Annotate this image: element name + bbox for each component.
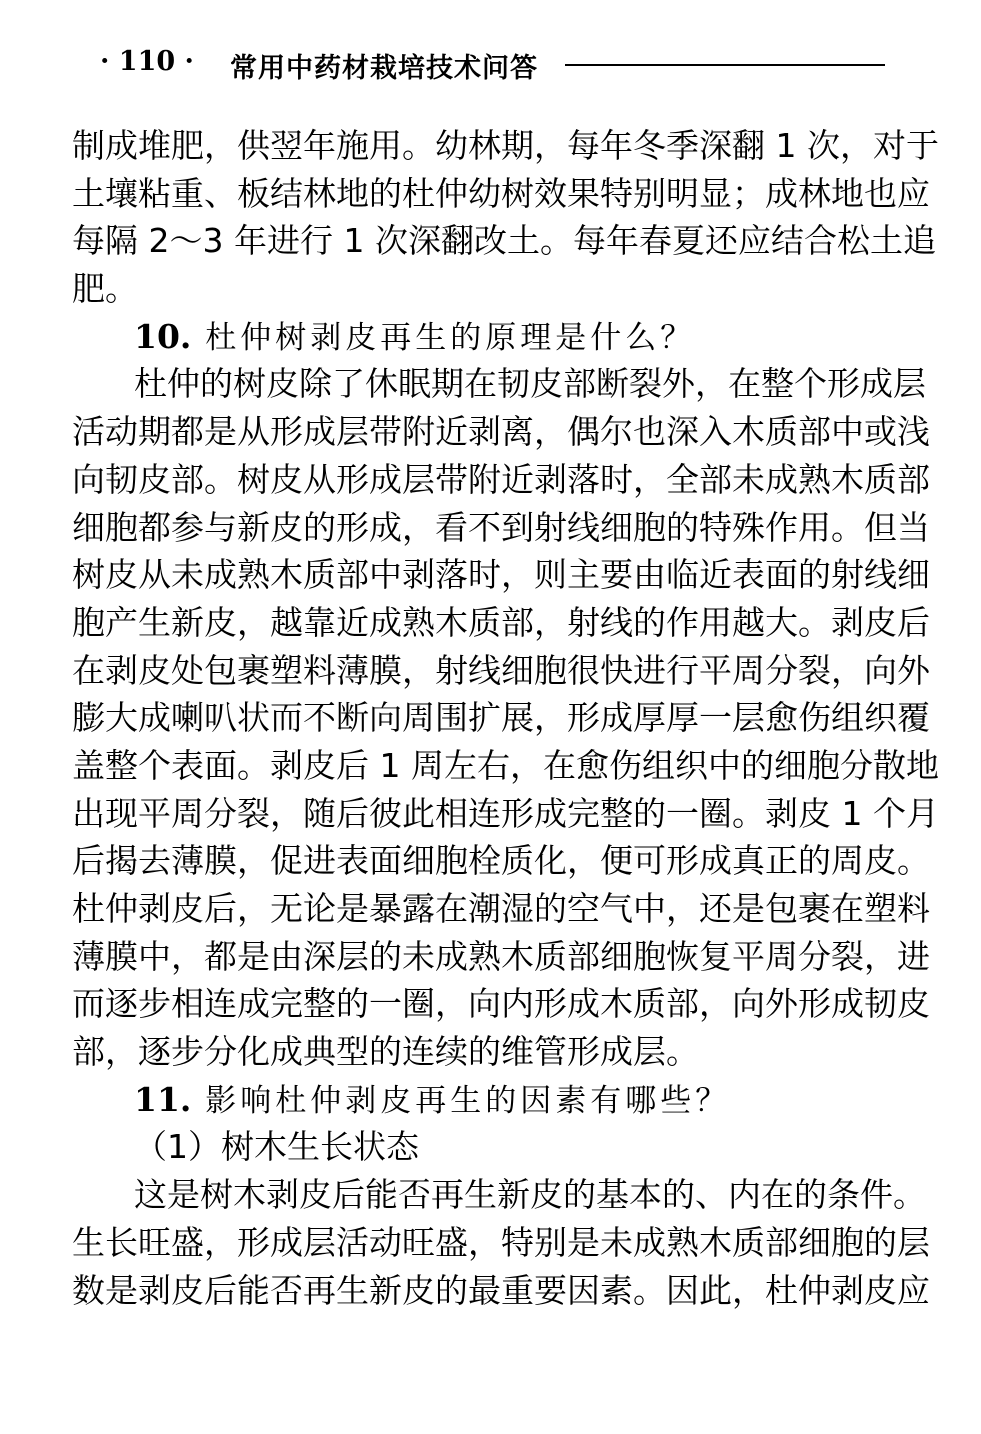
- text-line: 杜仲的树皮除了休眠期在韧皮部断裂外，在整个形成层: [134, 364, 926, 404]
- question-11-number: 11.: [134, 1079, 192, 1119]
- text-line: 细胞都参与新皮的形成，看不到射线细胞的特殊作用。但当: [72, 507, 930, 547]
- text-line: 生长旺盛，形成层活动旺盛，特别是未成熟木质部细胞的层: [72, 1222, 930, 1262]
- text-line: 杜仲剥皮后，无论是暴露在潮湿的空气中，还是包裹在塑料: [72, 889, 930, 928]
- answer-11-paragraph: [72, 1171, 930, 1314]
- running-title: 常用中药材栽培技术问答: [230, 53, 538, 84]
- text-line: 部，逐步分化成典型的连续的维管形成层。: [72, 1032, 699, 1072]
- text-line: 而逐步相连成完整的一圈，向内形成木质部，向外形成韧皮: [72, 984, 930, 1024]
- page-body: [72, 122, 939, 1314]
- text-line: 后揭去薄膜，促进表面细胞栓质化，便可形成真正的周皮。: [72, 841, 930, 881]
- text-line: 膨大成喇叭状而不断向周围扩展，形成厚厚一层愈伤组织覆: [72, 698, 930, 738]
- page-number: · 110 ·: [100, 46, 194, 77]
- answer-10-paragraph: [72, 360, 939, 1075]
- text-line: 向韧皮部。树皮从形成层带附近剥落时，全部未成熟木质部: [72, 459, 930, 499]
- running-header: [100, 44, 900, 84]
- question-10-number: 10.: [134, 316, 192, 356]
- text-line: 这是树木剥皮后能否再生新皮的基本的、内在的条件。: [134, 1175, 926, 1215]
- text-line: 盖整个表面。剥皮后 1 周左右，在愈伤组织中的细胞分散地: [72, 745, 939, 785]
- text-line: 在剥皮处包裹塑料薄膜，射线细胞很快进行平周分裂，向外: [72, 650, 930, 690]
- text-line: 活动期都是从形成层带附近剥离，偶尔也深入木质部中或浅: [72, 412, 930, 452]
- subheading-growth-state: （1）树木生长状态: [134, 1127, 419, 1167]
- question-11-heading: [72, 1076, 902, 1124]
- text-line: 胞产生新皮，越靠近成熟木质部，射线的作用越大。剥皮后: [72, 602, 930, 642]
- paragraph-continued: [72, 122, 939, 313]
- question-10-title: 杜仲树剥皮再生的原理是什么？: [205, 319, 696, 356]
- text-line: 每隔 2～3 年进行 1 次深翻改土。每年春夏还应结合松土追: [72, 221, 936, 261]
- text-line: 制成堆肥，供翌年施用。幼林期，每年冬季深翻 1 次，对于: [72, 126, 939, 165]
- text-line: 土壤粘重、板结林地的杜仲幼树效果特别明显；成林地也应: [72, 173, 930, 213]
- text-line: 肥。: [72, 269, 138, 309]
- header-rule: [565, 64, 885, 66]
- text-line: 出现平周分裂，随后彼此相连形成完整的一圈。剥皮 1 个月: [72, 793, 939, 833]
- text-line: 薄膜中，都是由深层的未成熟木质部细胞恢复平周分裂，进: [72, 936, 930, 976]
- question-10-heading: [72, 313, 902, 361]
- text-line: 数是剥皮后能否再生新皮的最重要因素。因此，杜仲剥皮应: [72, 1270, 930, 1310]
- text-line: 树皮从未成熟木质部中剥落时，则主要由临近表面的射线细: [72, 555, 930, 595]
- question-11-title: 影响杜仲剥皮再生的因素有哪些？: [205, 1082, 731, 1119]
